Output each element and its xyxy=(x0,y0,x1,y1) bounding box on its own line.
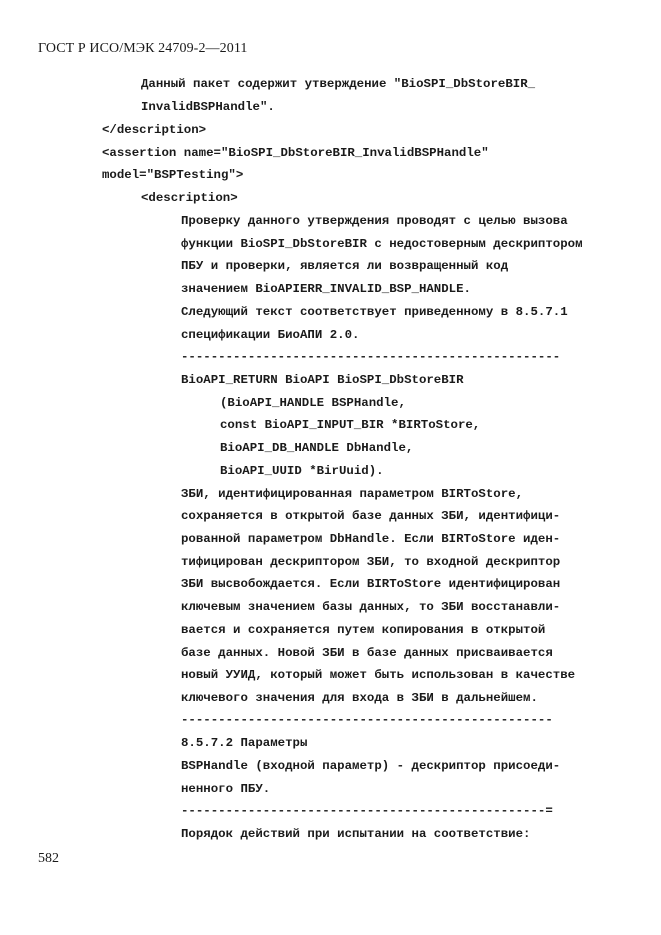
text-line: ЗБИ, идентифицированная параметром BIRToStore, xyxy=(181,487,524,501)
document-header: ГОСТ Р ИСО/МЭК 24709-2—2011 xyxy=(38,41,248,56)
text-line: тифицирован дескриптором ЗБИ, то входной дескриптор xyxy=(181,555,561,569)
page-number: 582 xyxy=(38,851,59,866)
text-line: model="BSPTesting"> xyxy=(102,168,244,182)
text-line: базе данных. Новой ЗБИ в базе данных присваивается xyxy=(181,646,553,660)
text-line: вается и сохраняется путем копирования в открытой xyxy=(181,623,546,637)
text-line: <description> xyxy=(141,191,238,205)
separator-line: -------------------------------------------------- xyxy=(181,713,553,727)
text-line: Следующий текст соответствует приведенному в 8.5.7.1 xyxy=(181,305,568,319)
text-line: рованной параметром DbHandle. Если BIRToStore иден- xyxy=(181,532,561,546)
text-line: BioAPI_RETURN BioAPI BioSPI_DbStoreBIR xyxy=(181,373,464,387)
text-line: функции BioSPI_DbStoreBIR с недостоверным дескриптором xyxy=(181,237,583,251)
section-heading: 8.5.7.2 Параметры xyxy=(181,736,308,750)
text-line: спецификации БиоАПИ 2.0. xyxy=(181,328,360,342)
text-line: InvalidBSPHandle". xyxy=(141,100,275,114)
text-line: BioAPI_DB_HANDLE DbHandle, xyxy=(220,441,414,455)
text-line: ключевым значением базы данных, то ЗБИ восстанавли- xyxy=(181,600,561,614)
text-line: Данный пакет содержит утверждение "BioSPI_DbStoreBIR_ xyxy=(141,77,536,91)
text-line: ненного ПБУ. xyxy=(181,782,271,796)
text-line: BioAPI_UUID *BirUuid). xyxy=(220,464,384,478)
text-line: Проверку данного утверждения проводят с целью вызова xyxy=(181,214,568,228)
text-line: Порядок действий при испытании на соответствие: xyxy=(181,827,531,841)
text-line: </description> xyxy=(102,123,207,137)
text-line: <assertion name="BioSPI_DbStoreBIR_InvalidBSPHandle" xyxy=(102,146,489,160)
text-line: ЗБИ высвобождается. Если BIRToStore идентифицирован xyxy=(181,577,561,591)
separator-line: --------------------------------------------------- xyxy=(181,350,561,364)
text-line: ПБУ и проверки, является ли возвращенный код xyxy=(181,259,509,273)
text-line: значением BioAPIERR_INVALID_BSP_HANDLE. xyxy=(181,282,471,296)
text-line: новый УУИД, который может быть использован в качестве xyxy=(181,668,576,682)
separator-line: -------------------------------------------------= xyxy=(181,804,553,818)
text-line: (BioAPI_HANDLE BSPHandle, xyxy=(220,396,406,410)
text-line: ключевого значения для входа в ЗБИ в дальнейшем. xyxy=(181,691,538,705)
text-line: BSPHandle (входной параметр) - дескриптор присоеди- xyxy=(181,759,561,773)
text-line: const BioAPI_INPUT_BIR *BIRToStore, xyxy=(220,418,481,432)
text-line: сохраняется в открытой базе данных ЗБИ, идентифици- xyxy=(181,509,561,523)
